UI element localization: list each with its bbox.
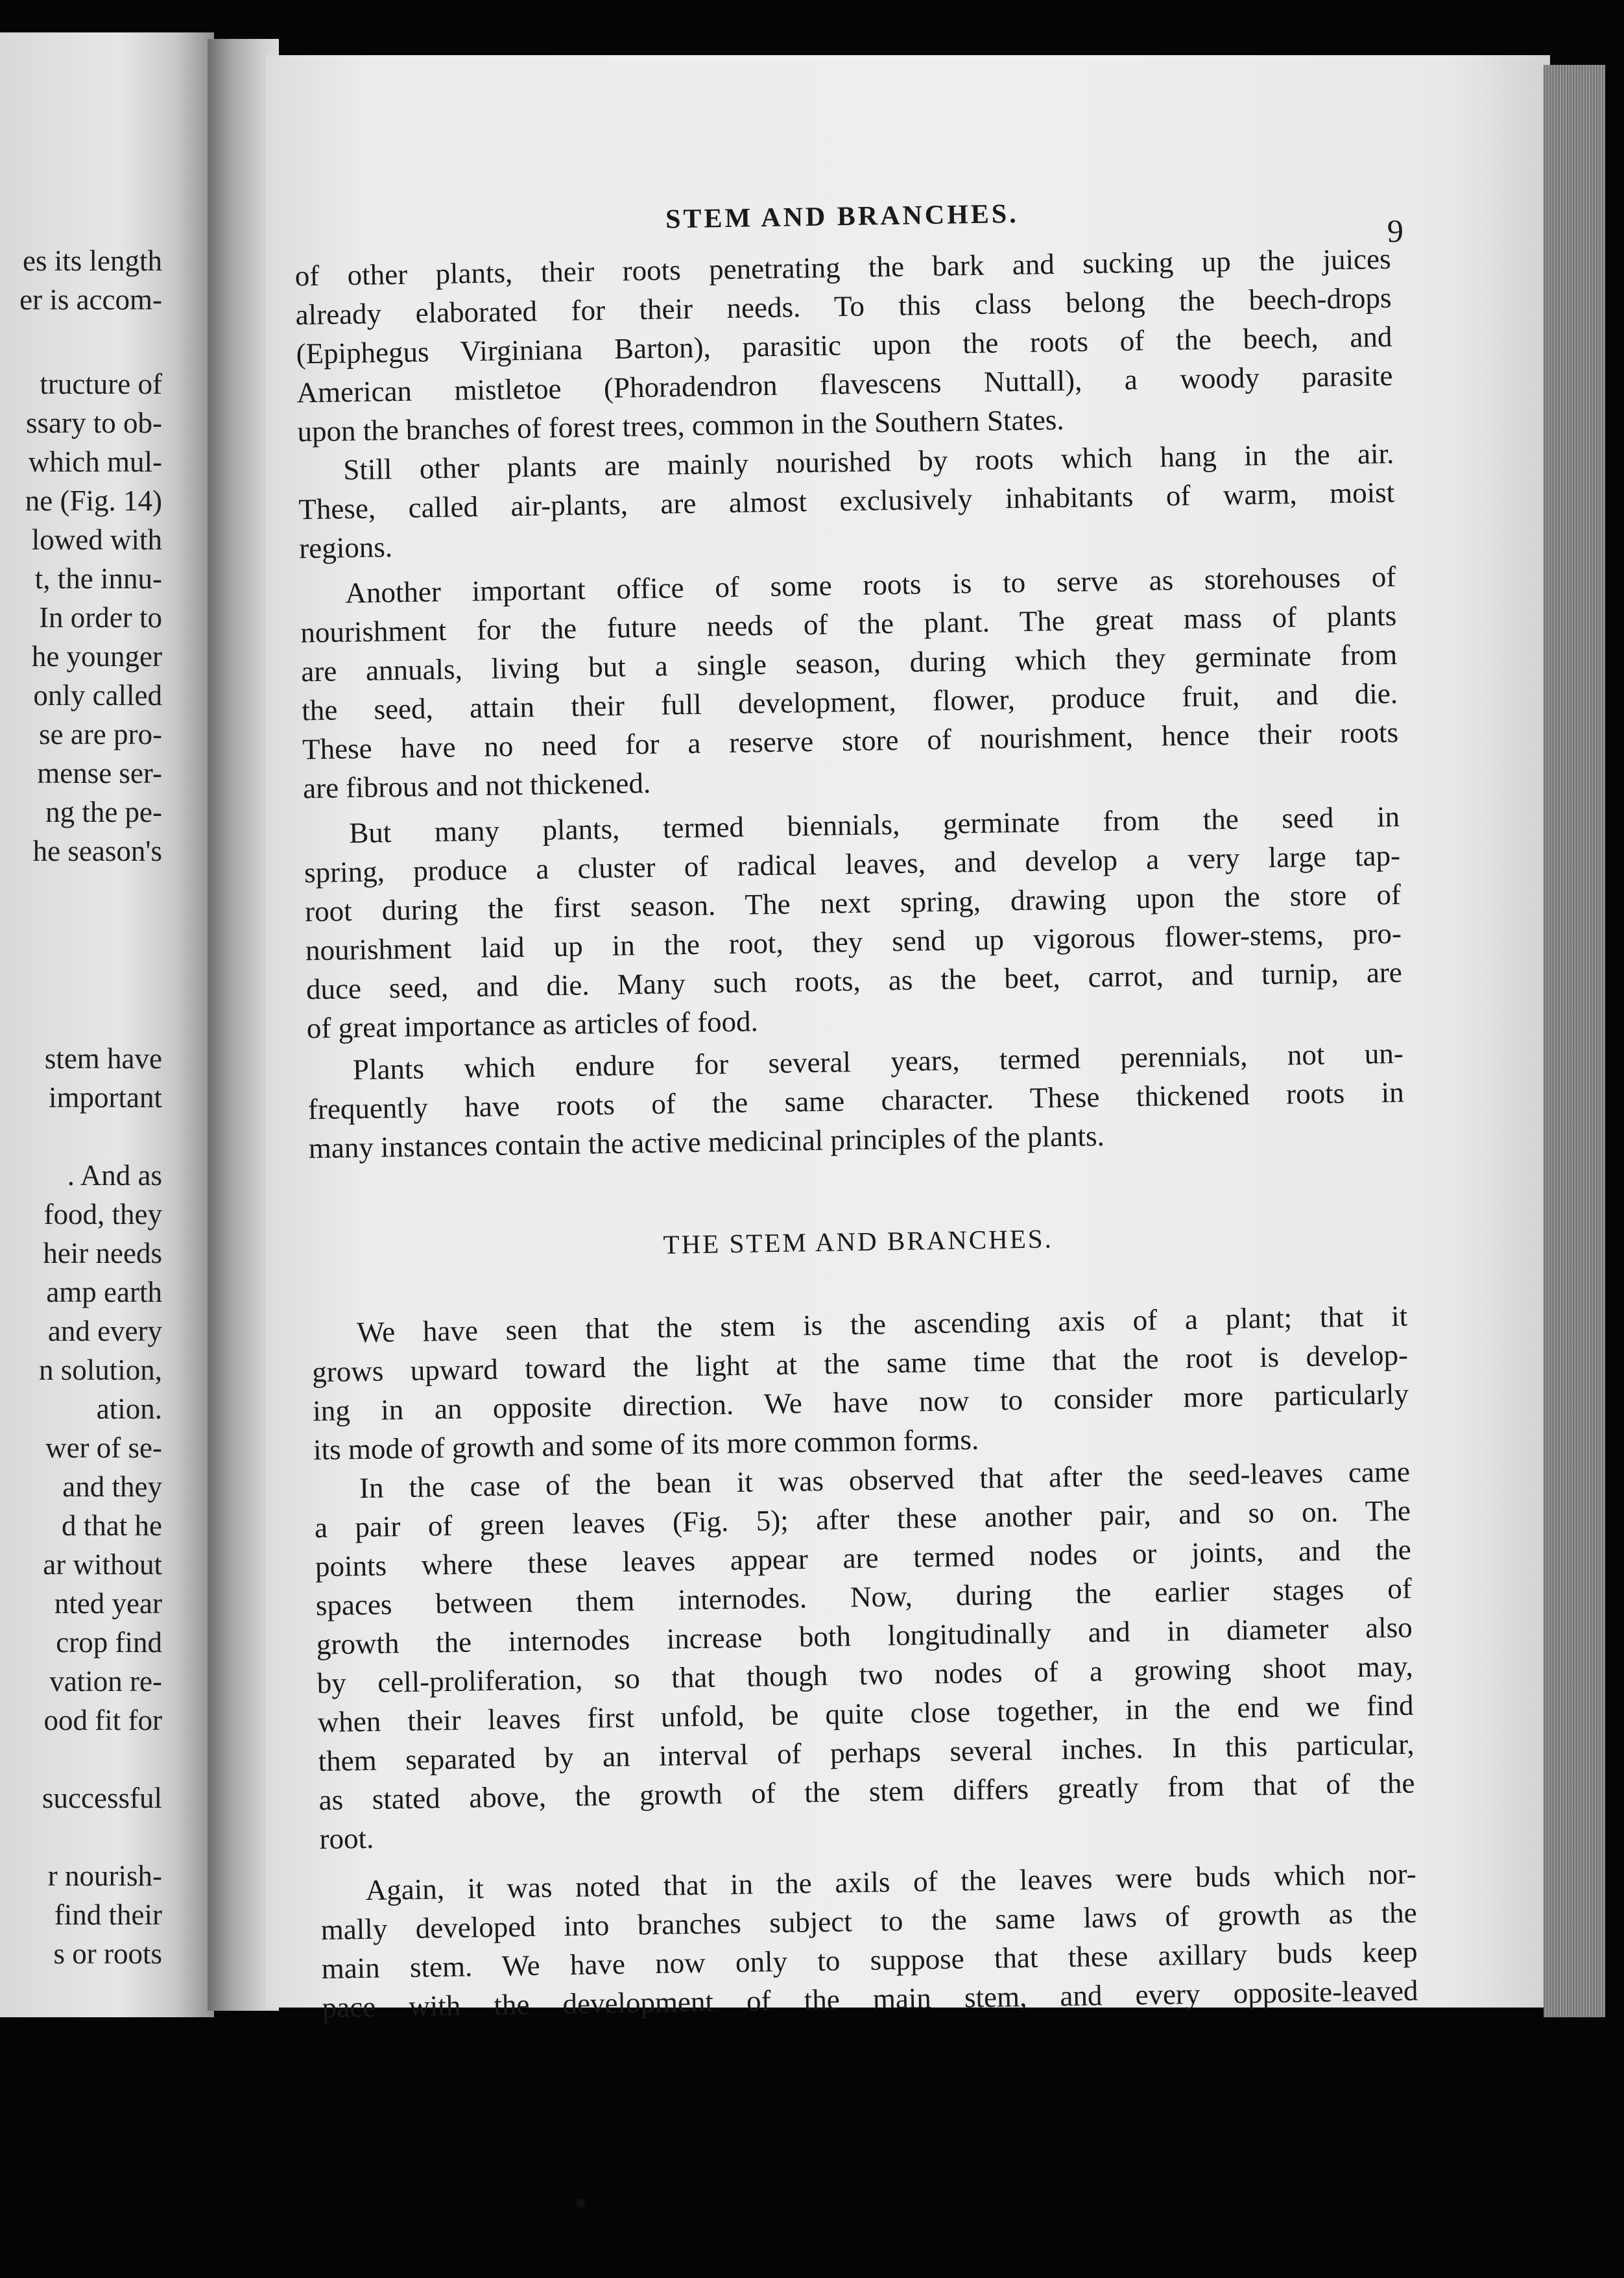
left-line: only called xyxy=(33,679,162,712)
text-line: already elaborated for their needs. To this class belong the beech-drops xyxy=(295,281,1392,331)
left-line: and they xyxy=(62,1470,162,1503)
left-line: important xyxy=(49,1081,162,1114)
left-line: which mul- xyxy=(28,446,162,478)
text-line: spaces between them internodes. Now, during the earlier stages of xyxy=(315,1572,1413,1622)
left-line: es its length xyxy=(23,245,162,277)
left-line: ar without xyxy=(43,1548,162,1581)
text-line: of great importance as articles of food. xyxy=(306,1005,759,1045)
text-line: Again, it was noted that in the axils of the leaves were buds which nor- xyxy=(365,1857,1417,1907)
text-line: (Epiphegus Virginiana Barton), parasitic upon the roots of the beech, and xyxy=(296,320,1392,370)
running-head: STEM AND BRANCHES. xyxy=(665,198,1020,235)
left-facing-page xyxy=(0,32,214,2017)
left-line: r nourish- xyxy=(47,1860,162,1892)
left-line: ation. xyxy=(96,1393,162,1425)
left-line: heir needs xyxy=(43,1237,162,1269)
text-line: nourishment laid up in the root, they send up vigorous flower-stems, pro- xyxy=(305,917,1402,967)
left-line: er is accom- xyxy=(19,283,162,316)
text-line: These have no need for a reserve store of nourishment, hence their roots xyxy=(302,715,1399,766)
text-line: We have seen that the stem is the ascending axis of a plant; that it xyxy=(356,1299,1408,1349)
left-line: ng the pe- xyxy=(45,796,162,828)
left-line: ood fit for xyxy=(43,1704,162,1736)
text-line: regions. xyxy=(298,531,393,565)
text-line: ing in an opposite direction. We have now to consider more particularly xyxy=(312,1377,1409,1428)
section-heading: THE STEM AND BRANCHES. xyxy=(663,1223,1054,1260)
page-edge xyxy=(1544,65,1605,2017)
text-line: spring, produce a cluster of radical leaves, and develop a very large tap- xyxy=(304,839,1401,889)
left-line: amp earth xyxy=(46,1276,162,1308)
text-line: by cell-proliferation, so that though two nodes of a growing shoot may, xyxy=(316,1649,1413,1700)
page-number: 9 xyxy=(1387,212,1404,249)
ink-speck xyxy=(576,2199,585,2208)
text-line: nourishment for the future needs of the plant. The great mass of plants xyxy=(300,599,1397,649)
text-line: growth the internodes increase both longitudinally and in diameter also xyxy=(316,1611,1413,1661)
text-line: In the case of the bean it was observed that after the seed-leaves came xyxy=(359,1455,1411,1505)
left-line: nted year xyxy=(54,1587,162,1620)
text-line: points where these leaves appear are termed nodes or joints, and the xyxy=(315,1533,1412,1583)
text-line: the seed, attain their full development, flower, produce fruit, and die. xyxy=(301,677,1398,727)
left-line: se are pro- xyxy=(39,718,162,750)
text-line: grows upward toward the light at the same time that the root is develop- xyxy=(311,1338,1409,1389)
text-line: Another important office of some roots is to serve as storehouses of xyxy=(345,560,1396,610)
text-line: are fibrous and not thickened. xyxy=(302,766,651,805)
text-line: These, called air-plants, are almost exclusively inhabitants of warm, moist xyxy=(298,475,1395,526)
left-line: . And as xyxy=(67,1159,162,1192)
text-line: But many plants, termed biennials, germinate from the seed in xyxy=(348,800,1400,850)
left-line: vation re- xyxy=(49,1665,162,1697)
text-line: frequently have roots of the same character. These thickened roots in xyxy=(307,1075,1405,1126)
left-line: In order to xyxy=(39,601,162,634)
left-line: d that he xyxy=(62,1509,162,1542)
left-line: tructure of xyxy=(40,368,162,400)
left-line: find their xyxy=(54,1899,162,1931)
text-line: when their leaves first unfold, be quite close together, in the end we find xyxy=(317,1688,1414,1739)
left-line: mense ser- xyxy=(37,757,162,789)
text-line: as stated above, the growth of the stem differs greatly from that of the xyxy=(318,1766,1415,1817)
left-line: successful xyxy=(42,1782,162,1814)
text-line: root. xyxy=(319,1821,374,1856)
text-line: duce seed, and die. Many such roots, as the beet, carrot, and turnip, are xyxy=(305,955,1403,1006)
left-line: food, they xyxy=(43,1198,162,1230)
left-line: and every xyxy=(47,1315,162,1347)
text-line: root during the first season. The next spring, drawing upon the store of xyxy=(304,878,1402,928)
text-line: Still other plants are mainly nourished by roots which hang in the air. xyxy=(343,437,1394,486)
text-line: many instances contain the active medicinal principles of the plants. xyxy=(308,1119,1105,1165)
text-line: them separated by an interval of perhaps several inches. In this particular, xyxy=(318,1727,1415,1778)
text-line: its mode of growth and some of its more common forms. xyxy=(313,1423,979,1467)
text-line: of other plants, their roots penetrating the bark and sucking up the juices xyxy=(294,242,1391,293)
page-text-block xyxy=(294,186,1418,2032)
left-line: stem have xyxy=(44,1042,162,1075)
left-line: lowed with xyxy=(31,523,162,556)
left-line: ne (Fig. 14) xyxy=(25,485,162,517)
left-line: he younger xyxy=(31,640,162,673)
left-line: ssary to ob- xyxy=(26,407,162,439)
left-line: wer of se- xyxy=(45,1432,162,1464)
text-line: are annuals, living but a single season, during which they germinate from xyxy=(300,638,1398,688)
text-line: American mistletoe (Phoradendron flavescens Nuttall), a woody parasite xyxy=(296,359,1393,409)
text-line: Plants which endure for several years, termed perennials, not un- xyxy=(352,1037,1404,1086)
left-line: s or roots xyxy=(53,1937,162,1970)
left-line: crop find xyxy=(56,1626,162,1659)
text-line: upon the branches of forest trees, common in the Southern States. xyxy=(297,403,1064,448)
text-line: mally developed into branches subject to the same laws of growth as the xyxy=(320,1896,1417,1947)
left-line: t, the innu- xyxy=(34,562,162,595)
text-line: a pair of green leaves (Fig. 5); after these another pair, and so on. The xyxy=(314,1494,1411,1544)
text-line: main stem. We have now only to suppose that these axillary buds keep xyxy=(321,1935,1418,1985)
left-line: n solution, xyxy=(38,1354,162,1386)
left-line: he season's xyxy=(32,835,162,867)
text-line: pace with the development of the main stem, and every opposite-leaved xyxy=(322,1974,1418,2024)
